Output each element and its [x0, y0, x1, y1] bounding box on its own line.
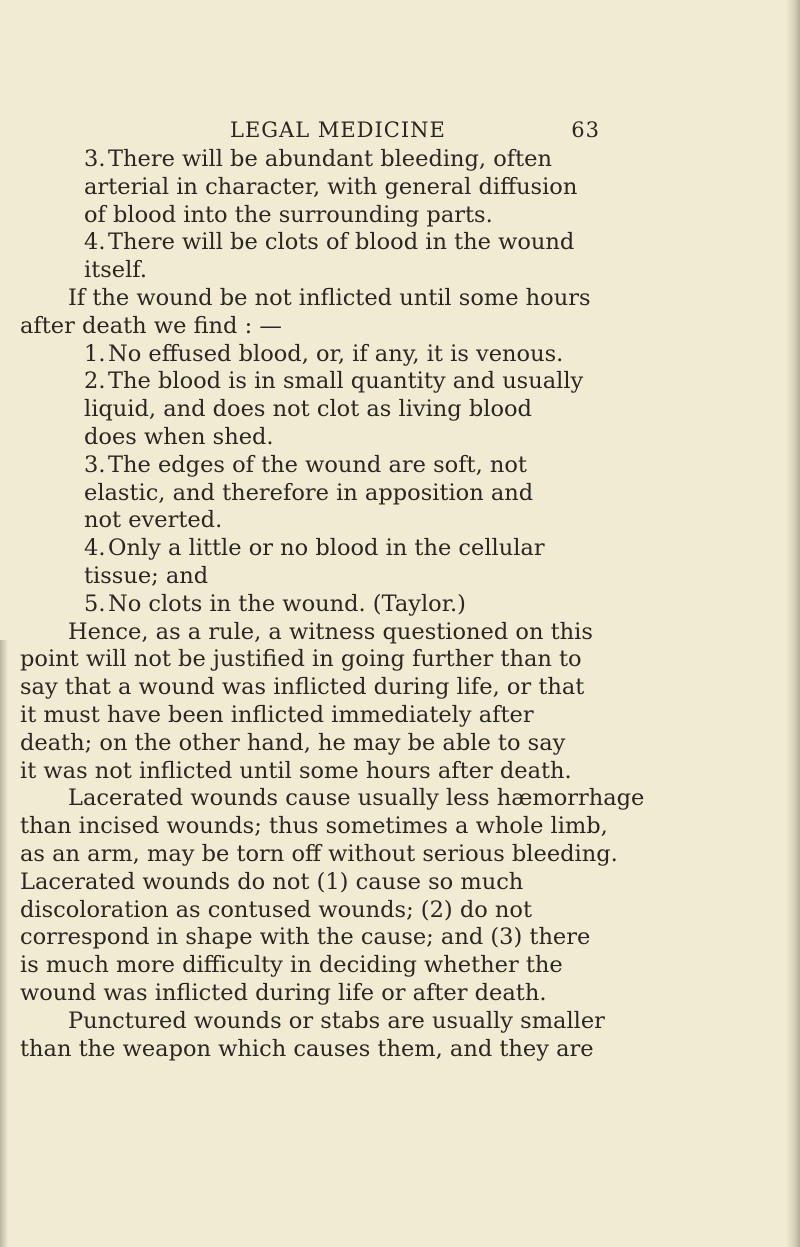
text-line: Only a little or no blood in the cellular	[108, 535, 545, 562]
list-item-b1	[84, 341, 708, 369]
list-number: 2.	[84, 368, 106, 395]
text-line: elastic, and therefore in apposition and	[84, 479, 534, 506]
list-item-b3	[84, 452, 708, 535]
text-line: as an arm, may be torn off without serious bleeding.	[20, 840, 618, 867]
text-line: There will be clots of blood in the wound	[108, 229, 575, 256]
text-line: wound was inflicted during life or after death.	[20, 979, 547, 1006]
page-body	[20, 146, 764, 1063]
text-line: say that a wound was inflicted during life, or that	[20, 674, 585, 701]
list-number: 5.	[84, 590, 106, 617]
text-line: not everted.	[84, 507, 223, 534]
paragraph-hence	[20, 618, 756, 786]
text-line: liquid, and does not clot as living blood	[84, 396, 532, 423]
running-title: LEGAL MEDICINE	[230, 118, 446, 142]
text-line: it must have been inflicted immediately after	[20, 701, 534, 728]
paragraph-punctured	[20, 1007, 756, 1064]
text-line: discoloration as contused wounds; (2) do not	[20, 896, 533, 923]
text-line: No clots in the wound. (Taylor.)	[108, 590, 466, 617]
text-line: does when shed.	[84, 423, 274, 450]
list-number: 4.	[84, 229, 106, 256]
paragraph-intro-after-death	[20, 284, 756, 341]
list-item-a4	[84, 229, 708, 285]
text-line: than the weapon which causes them, and they are	[20, 1035, 594, 1062]
page-edge-shadow	[786, 0, 800, 1247]
text-line: Punctured wounds or stabs are usually smaller	[68, 1007, 605, 1034]
text-line: it was not inflicted until some hours after death.	[20, 757, 572, 784]
text-line: point will not be justified in going further than to	[20, 646, 582, 673]
text-line: after death we find : —	[20, 312, 282, 339]
text-line: Hence, as a rule, a witness questioned on this	[68, 618, 593, 645]
text-line: If the wound be not inflicted until some hours	[68, 284, 591, 311]
list-number: 3.	[84, 146, 106, 172]
text-line: of blood into the surrounding parts.	[84, 201, 493, 228]
list-number: 4.	[84, 535, 106, 562]
paragraph-lacerated	[20, 785, 756, 1007]
text-line: arterial in character, with general diffusion	[84, 173, 578, 200]
text-line: tissue; and	[84, 562, 209, 589]
list-number: 1.	[84, 340, 106, 367]
list-number: 3.	[84, 451, 106, 478]
page-number: 63	[571, 118, 600, 142]
list-item-b2	[84, 368, 708, 451]
text-line: Lacerated wounds cause usually less hæmorrhage	[68, 785, 645, 812]
text-line: No effused blood, or, if any, it is venous.	[108, 340, 564, 367]
list-item-b5	[84, 591, 708, 619]
text-line: The edges of the wound are soft, not	[108, 451, 527, 478]
text-line: There will be abundant bleeding, often	[108, 146, 552, 172]
text-line: itself.	[84, 257, 147, 284]
text-line: The blood is in small quantity and usually	[108, 368, 584, 395]
text-line: than incised wounds; thus sometimes a whole limb,	[20, 813, 608, 840]
text-line: Lacerated wounds do not (1) cause so much	[20, 868, 524, 895]
text-line: is much more difficulty in deciding whether the	[20, 952, 563, 979]
list-item-b4	[84, 535, 708, 591]
text-line: correspond in shape with the cause; and (3) there	[20, 924, 591, 951]
page-left-shade	[0, 640, 8, 1247]
text-line: death; on the other hand, he may be able to say	[20, 729, 566, 756]
list-item-a3	[84, 146, 708, 229]
